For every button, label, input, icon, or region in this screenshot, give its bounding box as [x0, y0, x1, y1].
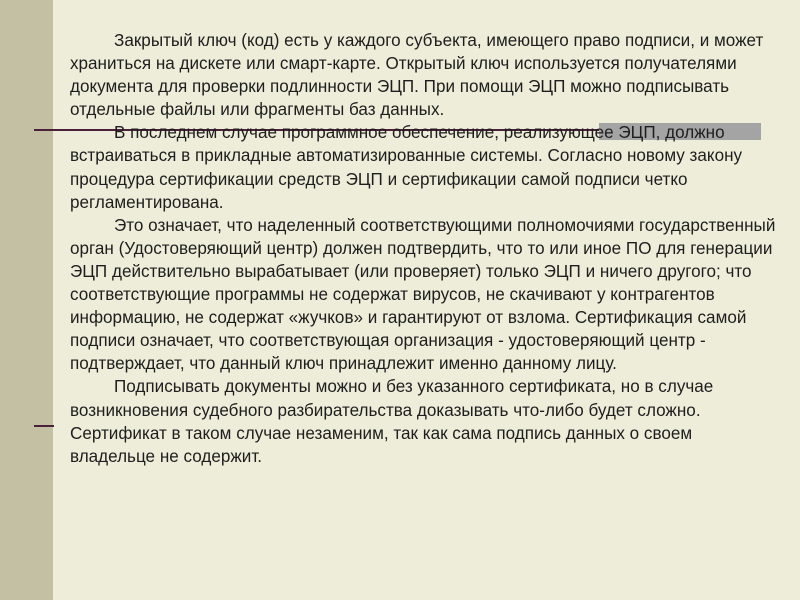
paragraph-signing-without-certificate: Подписывать документы можно и без указанного сертификата, но в случае возникновения судебного разбирательства доказывать что-либо будет сложно. Сертификат в таком случае незаменим, так как сама подпись данных о своем владельце не содержит. [70, 377, 714, 466]
paragraph-certification-meaning: Это означает, что наделенный соответствующими полномочиями государственный орган (Удостоверяющий центр) должен подтвердить, что то или иное ПО для генерации ЭЦП действительно вырабатывает (или проверяет) только ЭЦП и ничего другого; что соответствующие программы не содержат вирусов, не скачивают у контрагентов информацию, не содержат «жучков» и гарантируют от взлома. Сертификация самой подписи означает, что соответствующая организация - удостоверяющий центр - подтверждает, что данный ключ принадлежит именно данному лицу. [70, 215, 776, 374]
left-decorative-band [0, 0, 53, 600]
slide-body-text [70, 29, 776, 468]
horizontal-rule-bottom [34, 425, 54, 427]
paragraph-private-key: Закрытый ключ (код) есть у каждого субъекта, имеющего право подписи, и может храниться на дискете или смарт-карте. Открытый ключ используется получателями документа для проверки подлинности ЭЦП. При помощи ЭЦП можно подписывать отдельные файлы или фрагменты баз данных. [70, 31, 764, 120]
paragraph-software-integration: В последнем случае программное обеспечение, реализующее ЭЦП, должно встраиваться в прикладные автоматизированные системы. Согласно новому закону процедура сертификации средств ЭЦП и сертификации самой подписи четко регламентирована. [70, 123, 743, 212]
